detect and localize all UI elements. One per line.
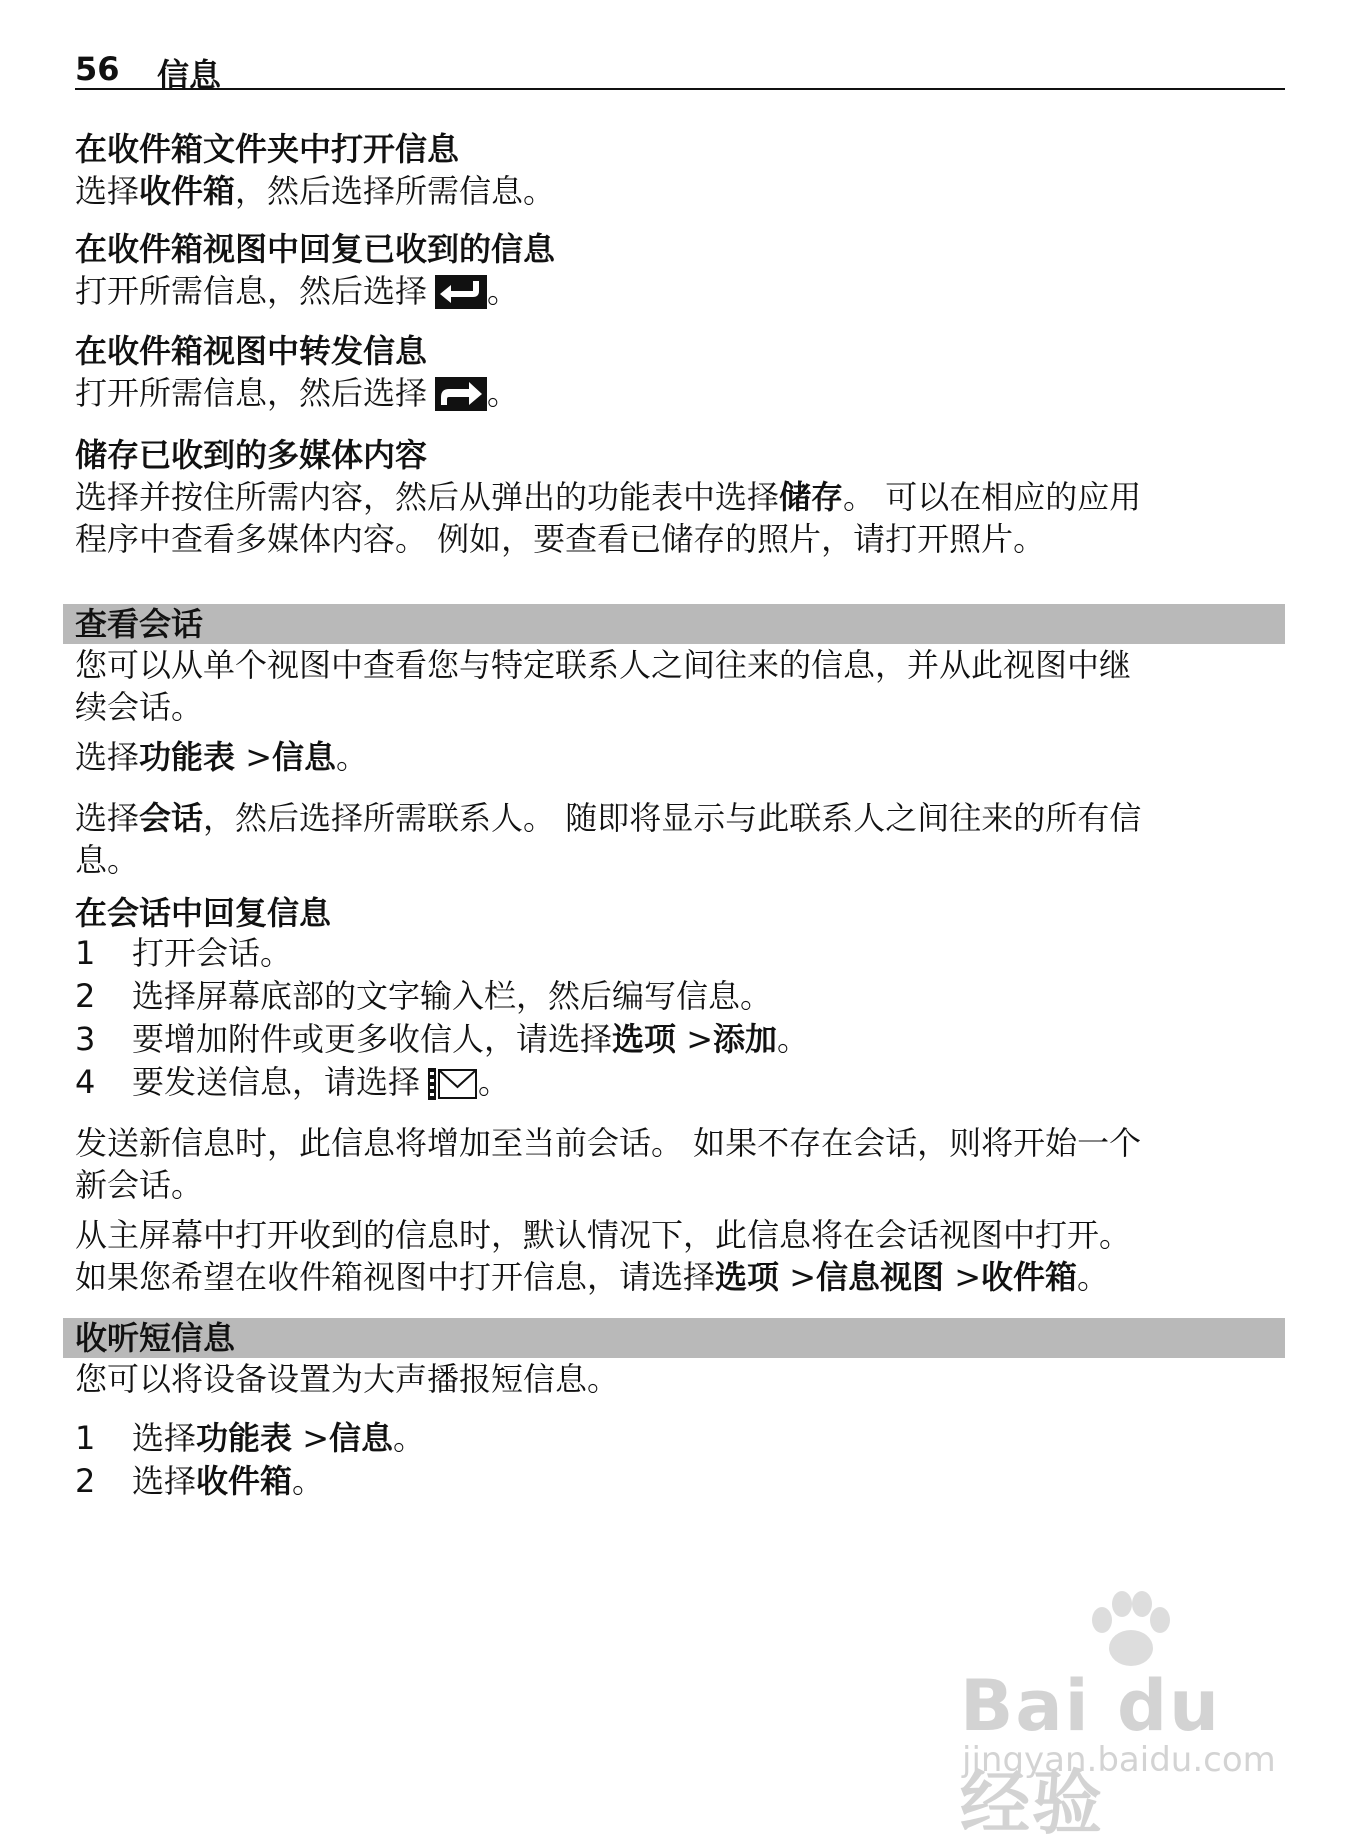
section-text: 选择并按住所需内容，然后从弹出的功能表中选择储存。 可以在相应的应用 <box>75 478 1142 516</box>
section-heading: 在收件箱文件夹中打开信息 <box>75 130 460 168</box>
baidu-watermark <box>960 1590 1290 1844</box>
reply-para-1: 发送新信息时，此信息将增加至当前会话。 如果不存在会话，则将开始一个 新会话。 <box>75 1124 1142 1204</box>
watermark-brand: Bai du 经验 <box>960 1665 1221 1844</box>
section-band-listen <box>63 1318 1285 1358</box>
section-heading: 在会话中回复信息 <box>75 894 332 932</box>
view-para-3: 选择会话，然后选择所需联系人。 随即将显示与此联系人之间往来的所有信 息。 <box>75 799 1142 879</box>
section-open-inbox <box>75 128 1285 212</box>
section-forward-inbox <box>75 330 1285 421</box>
section-heading: 储存已收到的多媒体内容 <box>75 436 428 474</box>
band-title: 收听短信息 <box>75 1319 236 1357</box>
reply-para-2: 从主屏幕中打开收到的信息时，默认情况下，此信息将在会话视图中打开。 如果您希望在收件箱视图中打开信息，请选择选项 >信息视图 >收件箱。 <box>75 1216 1132 1296</box>
section-text: 程序中查看多媒体内容。 例如，要查看已储存的照片，请打开照片。 <box>75 520 1046 558</box>
listen-para-1: 您可以将设备设置为大声播报短信息。 <box>75 1360 620 1398</box>
section-text: 打开所需信息，然后选择 。 <box>75 270 1285 319</box>
section-save-media <box>75 434 1285 560</box>
forward-icon <box>435 377 487 421</box>
view-para-2: 选择功能表 >信息。 <box>75 738 369 776</box>
watermark-url: jingyan.baidu.com <box>962 1740 1276 1780</box>
section-heading: 在收件箱视图中转发信息 <box>75 332 428 370</box>
view-para-1: 您可以从单个视图中查看您与特定联系人之间往来的信息，并从此视图中继 续会话。 <box>75 646 1132 726</box>
reply-icon <box>435 275 487 319</box>
section-text: 选择收件箱，然后选择所需信息。 <box>75 172 556 210</box>
paw-icon <box>1080 1590 1180 1670</box>
page-header <box>75 48 1285 94</box>
send-message-icon <box>428 1068 478 1110</box>
section-reply-conversation <box>75 892 1285 934</box>
section-heading: 在收件箱视图中回复已收到的信息 <box>75 230 556 268</box>
section-band-view-conversation <box>63 604 1285 644</box>
page-number: 56 <box>75 50 120 88</box>
section-text: 打开所需信息，然后选择 。 <box>75 372 1285 421</box>
chapter-title: 信息 <box>157 56 222 94</box>
section-reply-inbox <box>75 228 1285 319</box>
band-title: 查看会话 <box>75 605 204 643</box>
